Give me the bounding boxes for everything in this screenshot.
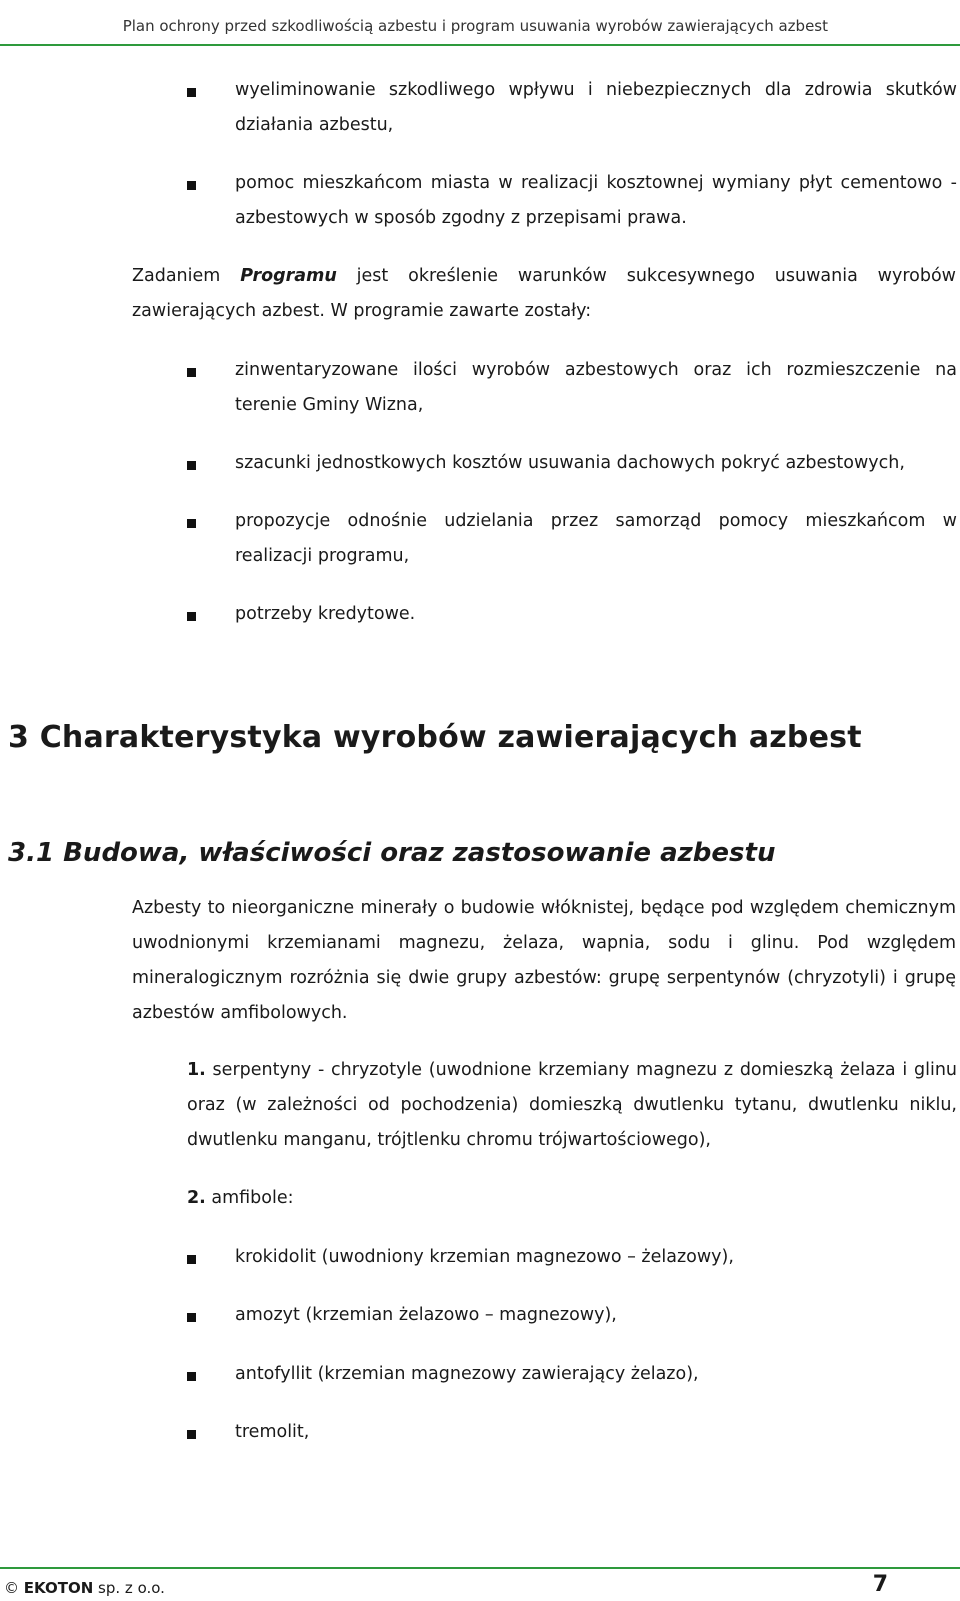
numbered-item-text: serpentyny - chryzotyle (uwodnione krzemiany magnezu z domieszką żelaza i glinu oraz (w zależności od pochodzenia) domieszką dwutlenku tytanu, dwutlenku niklu, dwutlenku manganu, trójtlenku chromu trójwartościowego), xyxy=(187,1060,957,1150)
list-item-text: szacunki jednostkowych kosztów usuwania dachowych pokryć azbestowych, xyxy=(235,453,905,473)
list-item xyxy=(187,446,957,481)
list-item-text: potrzeby kredytowe. xyxy=(235,604,416,624)
page-number: 7 xyxy=(872,1572,888,1597)
list-item xyxy=(187,1298,957,1333)
task-paragraph-part2: jest określenie warunków sukcesywnego usuwania wyrobów zawierających azbest. W programie zawarte zostały: xyxy=(132,266,956,321)
bullet-square-icon xyxy=(187,88,196,97)
footer-copyright xyxy=(4,1579,165,1597)
bullet-square-icon xyxy=(187,368,196,377)
footer-company: EKOTON xyxy=(23,1579,94,1597)
bullet-square-icon xyxy=(187,519,196,528)
list-item-text: krokidolit (uwodniony krzemian magnezowo – żelazowy), xyxy=(235,1247,734,1267)
subsection-heading: 3.1 Budowa, właściwości oraz zastosowanie azbestu xyxy=(8,838,776,868)
header-title: Plan ochrony przed szkodliwością azbestu i program usuwania wyrobów zawierających azbest xyxy=(122,17,828,35)
list-item xyxy=(187,353,957,423)
list-item xyxy=(187,1357,957,1392)
section-heading: 3 Charakterystyka wyrobów zawierających azbest xyxy=(8,720,862,755)
list-item xyxy=(187,597,957,632)
list-item-text: propozycje odnośnie udzielania przez samorząd pomocy mieszkańcom w realizacji programu, xyxy=(235,511,957,566)
bullet-square-icon xyxy=(187,1372,196,1381)
numbered-item xyxy=(187,1181,957,1216)
task-paragraph xyxy=(132,259,956,329)
task-paragraph-part1: Zadaniem xyxy=(132,266,241,286)
numbered-item-number: 1. xyxy=(187,1060,206,1080)
intro-paragraph: Azbesty to nieorganiczne minerały o budowie włóknistej, będące pod względem chemicznym uwodnionymi krzemianami magnezu, żelaza, wapnia, sodu i glinu. Pod względem mineralogicznym rozróżnia się dwie grupy azbestów: grupę serpentynów (chryzotyli) i grupę azbestów amfibolowych. xyxy=(132,898,956,1023)
page-header xyxy=(0,0,960,46)
list-item-text: zinwentaryzowane ilości wyrobów azbestowych oraz ich rozmieszczenie na terenie Gminy Wizna, xyxy=(235,360,957,415)
bullet-square-icon xyxy=(187,1430,196,1439)
list-item xyxy=(187,73,957,143)
list-item xyxy=(187,1240,957,1275)
list-item xyxy=(187,504,957,574)
numbered-item-text: amfibole: xyxy=(205,1188,294,1208)
bullet-square-icon xyxy=(187,612,196,621)
footer-company-suffix: sp. z o.o. xyxy=(93,1579,165,1597)
bullet-square-icon xyxy=(187,1255,196,1264)
copyright-icon: © xyxy=(4,1579,19,1597)
list-item-text: tremolit, xyxy=(235,1422,310,1442)
list-item-text: pomoc mieszkańcom miasta w realizacji kosztownej wymiany płyt cementowo - azbestowych w sposób zgodny z przepisami prawa. xyxy=(235,173,957,228)
page-footer xyxy=(0,1567,960,1601)
task-paragraph-emphasis: Programu xyxy=(240,266,337,286)
bullet-square-icon xyxy=(187,461,196,470)
list-item-text: amozyt (krzemian żelazowo – magnezowy), xyxy=(235,1305,617,1325)
bullet-square-icon xyxy=(187,1313,196,1322)
numbered-item-number: 2. xyxy=(187,1188,206,1208)
bullet-square-icon xyxy=(187,181,196,190)
list-item-text: antofyllit (krzemian magnezowy zawierający żelazo), xyxy=(235,1364,699,1384)
list-item xyxy=(187,166,957,236)
list-item-text: wyeliminowanie szkodliwego wpływu i niebezpiecznych dla zdrowia skutków działania azbestu, xyxy=(235,80,957,135)
list-item xyxy=(187,1415,957,1450)
numbered-item xyxy=(187,1053,957,1158)
